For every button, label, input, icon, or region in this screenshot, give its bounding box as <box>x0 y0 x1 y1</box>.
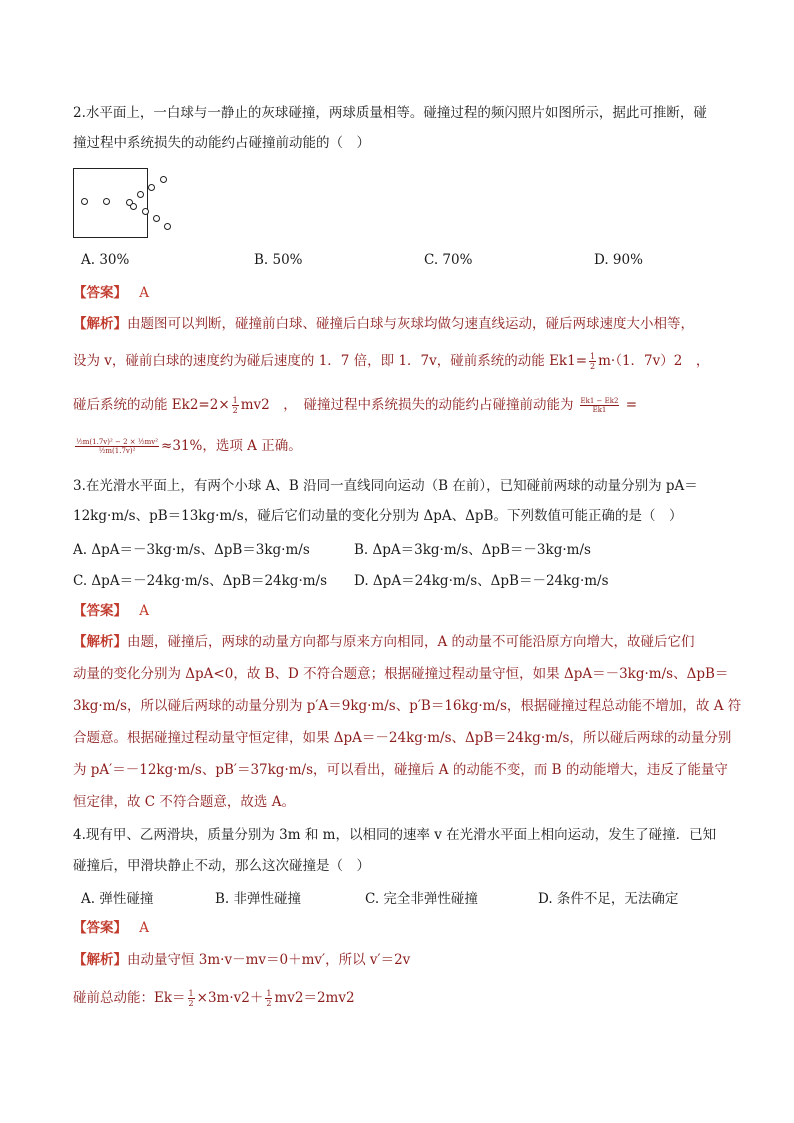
analysis-text: mv2＝2mv2 <box>274 990 355 1006</box>
q4-stem-line2: 碰撞后，甲滑块静止不动，那么这次碰撞是（ ） <box>73 858 370 874</box>
analysis-text: 碰前总动能：Ek＝ <box>73 990 186 1006</box>
q3-analysis-line2: 动量的变化分别为 ΔpA<0，故 B、D 不符合题意；根据碰撞过程动量守恒，如果 ΔpA＝－3kg·m/s、ΔpB＝ <box>73 666 729 682</box>
analysis-text: mv2 ， 碰撞过程中系统损失的动能约占碰撞前动能为 <box>240 397 574 413</box>
q4-answer-line <box>73 918 149 938</box>
ball <box>153 215 160 222</box>
analysis-text: ×3m·v2＋ <box>196 990 264 1006</box>
ball <box>137 191 144 198</box>
q4-option-d: D. 条件不足，无法确定 <box>538 891 679 907</box>
answer-value: A <box>139 920 150 936</box>
energy-loss-fraction: $\frac{\text{½m(1.7v)² − 2 × ½mv²}}{\text{½m(1.7v)²}}$ <box>76 438 159 455</box>
analysis-text: m·（1．7v）2 ， <box>598 353 710 369</box>
analysis-text: 由题图可以判断，碰撞前白球、碰撞后白球与灰球均做匀速直线运动，碰后两球速度大小相等， <box>127 316 694 332</box>
q3-analysis-line1 <box>73 632 695 652</box>
ball <box>103 198 110 205</box>
q3-option-d: D. ΔpA＝24kg·m/s、ΔpB＝－24kg·m/s <box>354 573 609 589</box>
q3-analysis-line4: 合题意。根据碰撞过程动量守恒定律，如果 ΔpA＝－24kg·m/s、ΔpB＝24kg·m/s，所以碰后两球的动量分别 <box>73 730 732 746</box>
half-fraction: $\frac{1}{2}$ <box>232 396 238 415</box>
analysis-text: 碰后系统的动能 Ek2=2× <box>73 397 230 413</box>
strobe-photo-figure <box>73 168 148 238</box>
answer-label: 【答案】 <box>73 603 127 619</box>
analysis-label: 【解析】 <box>73 316 127 332</box>
q3-analysis-line3: 3kg·m/s，所以碰后两球的动量分别为 p′A＝9kg·m/s、p′B＝16kg·m/s，根据碰撞过程总动能不增加，故 A 符 <box>73 698 742 714</box>
half-fraction: $\frac{1}{2}$ <box>590 352 596 371</box>
half-fraction: $\frac{1}{2}$ <box>188 989 194 1008</box>
analysis-label: 【解析】 <box>73 634 127 650</box>
q2-stem-line2: 撞过程中系统损失的动能约占碰撞前动能的（ ） <box>73 135 370 151</box>
ball <box>148 184 155 191</box>
ball <box>164 223 171 230</box>
q3-stem-line2: 12kg·m/s、pB＝13kg·m/s，碰后它们动量的变化分别为 ΔpA、ΔpB。下列数值可能正确的是（ ） <box>73 508 683 524</box>
answer-value: A <box>139 285 150 301</box>
q3-option-c: C. ΔpA＝－24kg·m/s、ΔpB＝24kg·m/s <box>73 573 328 589</box>
answer-label: 【答案】 <box>73 285 127 301</box>
analysis-text: ≈31%，选项 A 正确。 <box>161 438 302 454</box>
analysis-text: 设为 v，碰前白球的速度约为碰后速度的 1．7 倍，即 1．7v，碰前系统的动能 Ek1= <box>73 353 588 369</box>
q2-analysis-line2 <box>73 351 709 371</box>
q2-option-c: C. 70% <box>424 252 473 268</box>
q4-option-a: A. 弹性碰撞 <box>81 891 154 907</box>
q2-option-b: B. 50% <box>254 252 303 268</box>
analysis-label: 【解析】 <box>73 952 127 968</box>
q2-analysis-line3: 碰后系统的动能 Ek2=2× $\frac{1}{2}$ mv2 ， 碰撞过程中系统损失的动能约占碰撞前动能为 $\frac{Ek1 - Ek2}{Ek1}$ = <box>73 396 638 415</box>
ball <box>142 208 149 215</box>
q2-analysis-line1 <box>73 314 694 334</box>
q3-analysis-line6: 恒定律，故 C 不符合题意，故选 A。 <box>73 794 295 810</box>
q3-answer-line <box>73 601 149 621</box>
answer-label: 【答案】 <box>73 920 127 936</box>
q2-stem-line1: 2.水平面上，一白球与一静止的灰球碰撞，两球质量相等。碰撞过程的频闪照片如图所示，据此可推断，碰 <box>73 105 707 121</box>
q4-analysis-line1 <box>73 950 410 970</box>
half-fraction: $\frac{1}{2}$ <box>266 989 272 1008</box>
ball <box>130 203 137 210</box>
q2-option-a: A. 30% <box>81 252 130 268</box>
q3-analysis-line5: 为 pA′＝－12kg·m/s、pB′＝37kg·m/s，可以看出，碰撞后 A 的动能不变，而 B 的动能增大，违反了能量守 <box>73 762 728 778</box>
ball <box>160 176 167 183</box>
q3-option-a: A. ΔpA＝－3kg·m/s、ΔpB＝3kg·m/s <box>73 542 310 558</box>
analysis-text: 由动量守恒 3m·v－mv＝0＋mv′，所以 v′＝2v <box>127 952 411 968</box>
q4-stem-line1: 4.现有甲、乙两滑块，质量分别为 3m 和 m，以相同的速率 v 在光滑水平面上相向运动，发生了碰撞．已知 <box>73 827 717 843</box>
answer-value: A <box>139 603 150 619</box>
q3-option-b: B. ΔpA＝3kg·m/s、ΔpB＝－3kg·m/s <box>354 542 591 558</box>
analysis-text: 由题，碰撞后，两球的动量方向都与原来方向相同，A 的动量不可能沿原方向增大，故碰后它们 <box>127 634 695 650</box>
q4-analysis-line2 <box>73 988 355 1008</box>
ball <box>81 198 88 205</box>
q3-stem-line1: 3.在光滑水平面上，有两个小球 A、B 沿同一直线同向运动（B 在前），已知碰前两球的动量分别为 pA＝ <box>73 478 698 494</box>
q2-analysis-line4 <box>73 436 302 456</box>
energy-ratio-fraction: $\frac{Ek1 - Ek2}{Ek1}$ <box>580 397 619 414</box>
q4-option-c: C. 完全非弹性碰撞 <box>365 891 478 907</box>
q2-option-d: D. 90% <box>594 252 643 268</box>
q4-option-b: B. 非弹性碰撞 <box>215 891 302 907</box>
q2-answer-line <box>73 283 149 303</box>
